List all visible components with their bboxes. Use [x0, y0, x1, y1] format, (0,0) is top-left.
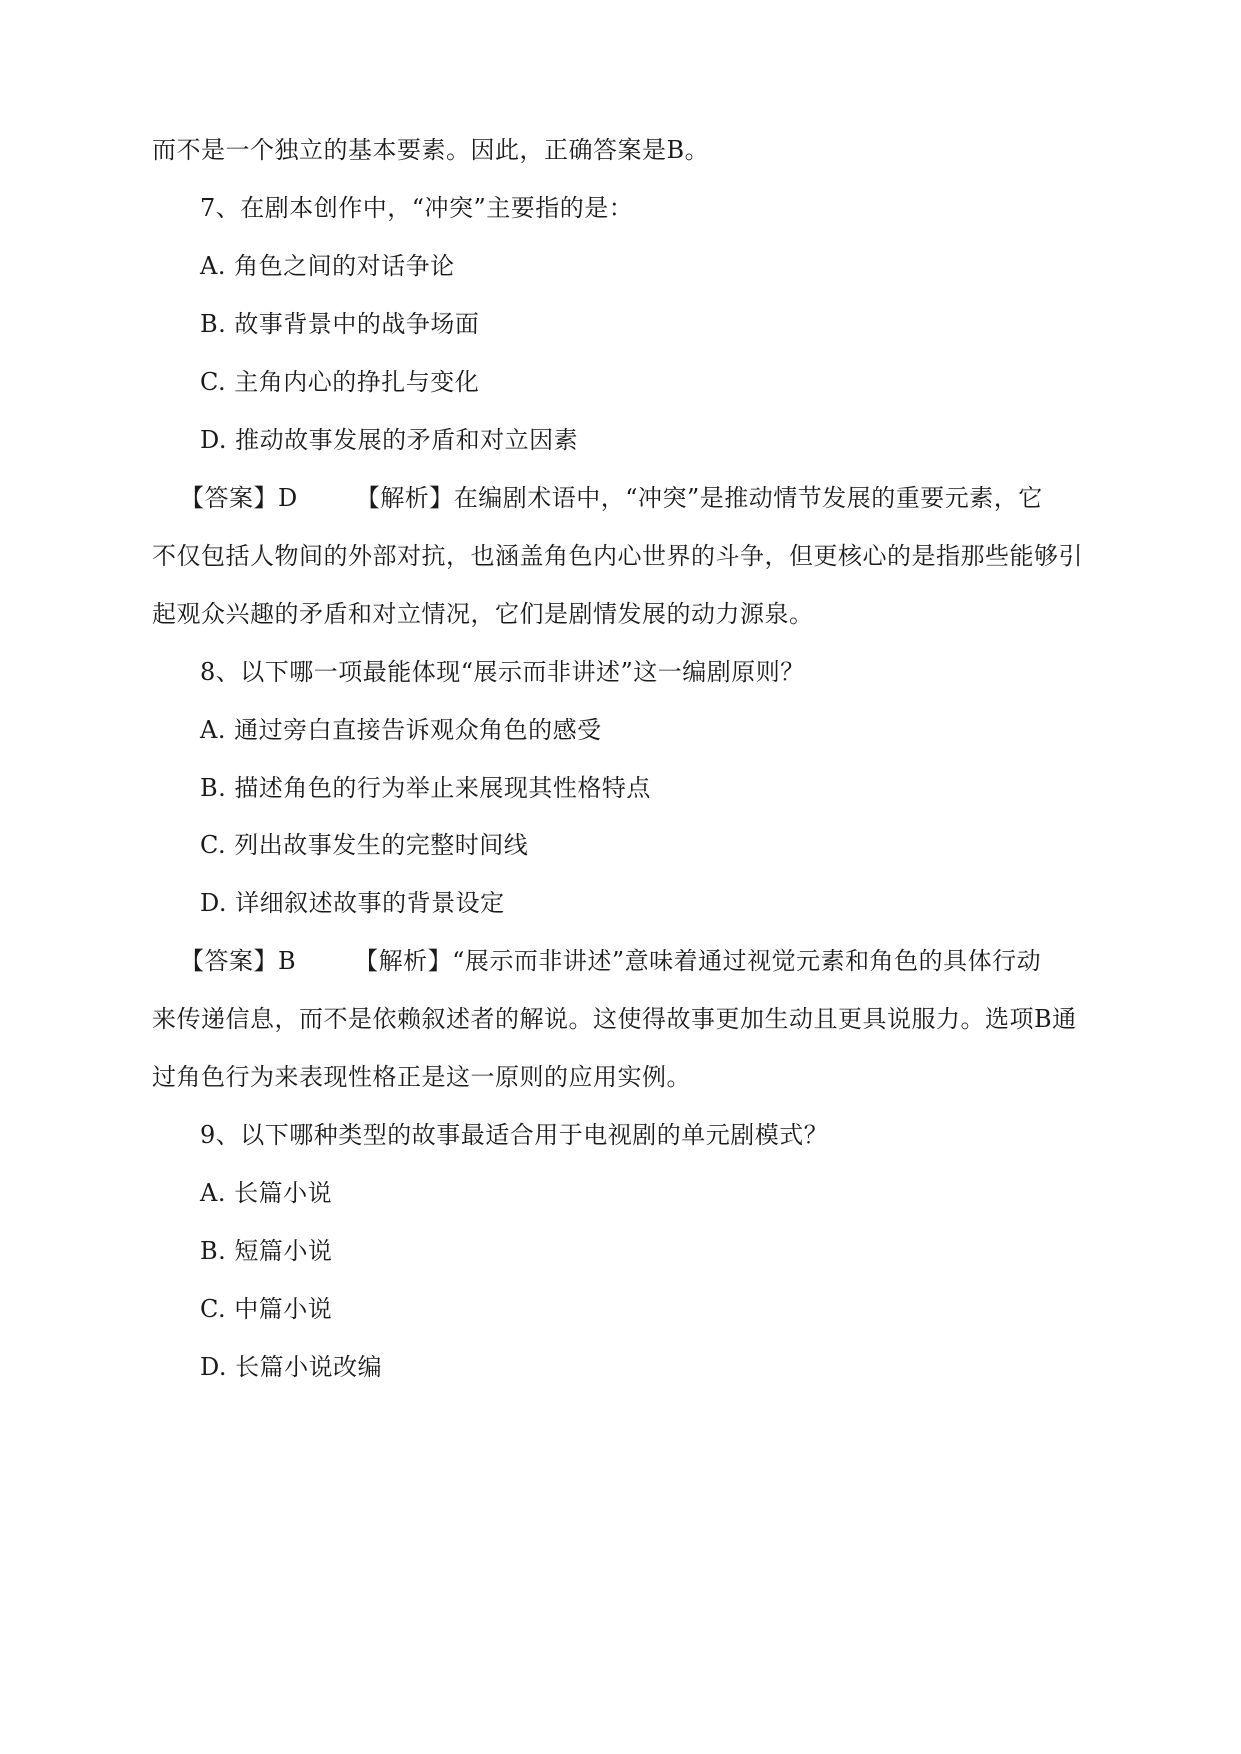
q9-option-d: D. 长篇小说改编	[200, 1353, 383, 1381]
q7-option-b: B. 故事背景中的战争场面	[200, 310, 480, 338]
q9-option-a: A. 长篇小说	[200, 1179, 333, 1207]
q7-option-c: C. 主角内心的挣扎与变化	[200, 368, 480, 396]
q8-option-c: C. 列出故事发生的完整时间线	[200, 831, 529, 859]
question-7: 7、在剧本创作中，“冲突”主要指的是：	[200, 194, 634, 222]
q7-answer-row	[180, 483, 1120, 513]
q7-option-a: A. 角色之间的对话争论	[200, 252, 455, 280]
q9-option-b: B. 短篇小说	[200, 1237, 333, 1265]
q9-option-c: C. 中篇小说	[200, 1295, 333, 1323]
q8-analysis-line-1: 【解析】“展示而非讲述”意味着通过视觉元素和角色的具体行动	[354, 947, 1042, 975]
question-8: 8、以下哪一项最能体现“展示而非讲述”这一编剧原则？	[200, 658, 805, 686]
q8-answer: 【答案】B	[180, 947, 297, 975]
q8-option-a: A. 通过旁白直接告诉观众角色的感受	[200, 716, 602, 744]
q8-option-d: D. 详细叙述故事的背景设定	[200, 889, 505, 917]
q7-analysis-line-1: 【解析】在编剧术语中，“冲突”是推动情节发展的重要元素，它	[355, 484, 1043, 512]
q8-analysis-line-2: 来传递信息，而不是依赖叙述者的解说。这使得故事更加生动且更具说服力。选项B通	[152, 1005, 1077, 1033]
q8-analysis-line-3: 过角色行为来表现性格正是这一原则的应用实例。	[152, 1063, 691, 1091]
question-9: 9、以下哪种类型的故事最适合用于电视剧的单元剧模式？	[200, 1121, 829, 1149]
q7-answer: 【答案】D	[180, 484, 298, 512]
continuation-text: 而不是一个独立的基本要素。因此，正确答案是B。	[152, 136, 710, 164]
q8-option-b: B. 描述角色的行为举止来展现其性格特点	[200, 774, 651, 802]
q7-analysis-line-2: 不仅包括人物间的外部对抗，也涵盖角色内心世界的斗争，但更核心的是指那些能够引	[152, 542, 1083, 570]
q8-answer-row	[180, 946, 1120, 976]
q7-option-d: D. 推动故事发展的矛盾和对立因素	[200, 426, 579, 454]
q7-analysis-line-3: 起观众兴趣的矛盾和对立情况，它们是剧情发展的动力源泉。	[152, 600, 814, 628]
